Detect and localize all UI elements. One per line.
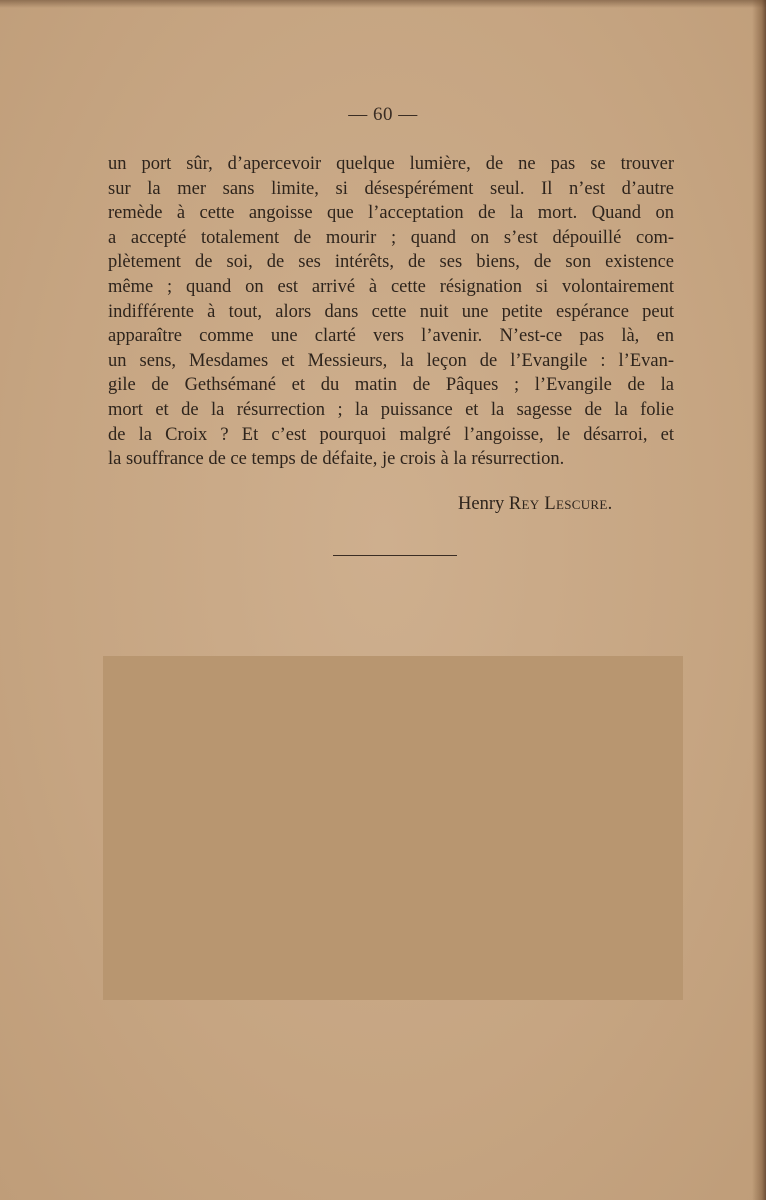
text-line: sur la mer sans limite, si désespérément seul. Il n’est d’autre <box>108 178 674 199</box>
author-surname: Rey Lescure. <box>508 494 613 514</box>
section-divider <box>333 555 457 556</box>
page-right-edge <box>752 0 766 1200</box>
body-text <box>108 152 674 472</box>
text-line: gile de Gethsémané et du matin de Pâques ; l’Evangile de la <box>108 375 674 396</box>
author-signature <box>458 494 613 515</box>
text-line: a accepté totalement de mourir ; quand on s’est dépouillé com- <box>108 227 674 248</box>
author-first-name: Henry <box>458 494 505 514</box>
text-line: de la Croix ? Et c’est pourquoi malgré l’angoisse, le désarroi, et <box>108 424 674 445</box>
text-line: la souffrance de ce temps de défaite, je crois à la résurrection. <box>108 449 565 470</box>
text-line: apparaître comme une clarté vers l’avenir. N’est-ce pas là, en <box>108 326 674 347</box>
text-line: un sens, Mesdames et Messieurs, la leçon de l’Evangile : l’Evan- <box>108 350 674 371</box>
text-line: un port sûr, d’apercevoir quelque lumière, de ne pas se trouver <box>108 154 674 174</box>
page-number: — 60 — <box>348 104 418 125</box>
text-line: remède à cette angoisse que l’acceptation de la mort. Quand on <box>108 203 674 224</box>
text-line: plètement de soi, de ses intérêts, de ses biens, de son existence <box>108 252 674 273</box>
blank-image-area <box>103 656 683 1000</box>
page-top-edge <box>0 0 766 8</box>
text-line: même ; quand on est arrivé à cette résignation si volontairement <box>108 276 674 297</box>
text-line: mort et de la résurrection ; la puissance et la sagesse de la folie <box>108 399 674 420</box>
text-line: indifférente à tout, alors dans cette nuit une petite espérance peut <box>108 301 674 322</box>
